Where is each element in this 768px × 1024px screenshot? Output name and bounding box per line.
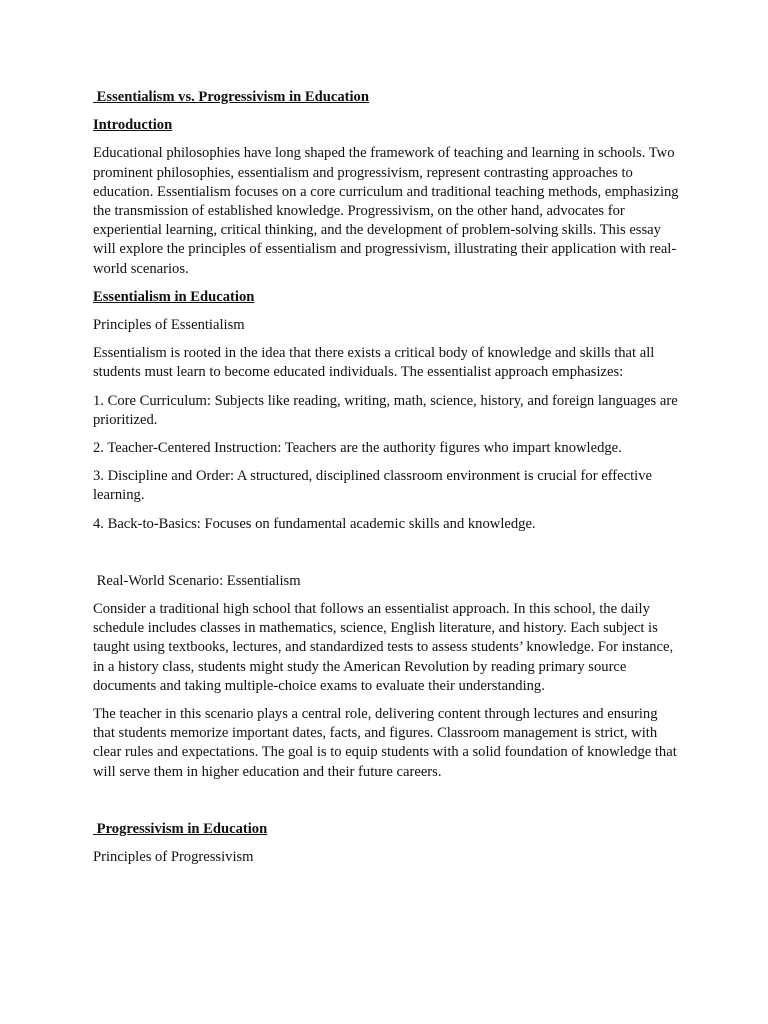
essentialism-principles-intro: Essentialism is rooted in the idea that there exists a critical body of knowledge and skills that all students must learn to become educated individuals. The essentialist approach emphasizes: [93,345,655,381]
intro-heading: Introduction [93,117,173,134]
progressivism-heading: Progressivism in Education [96,820,268,837]
list-item: 2. Teacher-Centered Instruction: Teachers are the authority figures who impart knowledge. [93,440,622,457]
list-item: 3. Discipline and Order: A structured, disciplined classroom environment is crucial for effective learning. [93,468,652,504]
essentialism-scenario-paragraph-1: Consider a traditional high school that follows an essentialist approach. In this school, the daily schedule includes classes in mathematics, science, English literature, and history. Each subject is taught using textbooks, lectures, and standardized tests to assess students’ knowledge. For instance, in a history class, students might study the American Revolution by reading primary source documents and taking multiple-choice exams to evaluate their understanding. [93,601,674,694]
essentialism-scenario-paragraph-2: The teacher in this scenario plays a central role, delivering content through lectures and ensuring that students memorize important dates, facts, and figures. Classroom management is strict, with clear rules and expectations. The goal is to equip students with a solid foundation of knowledge that will serve them in higher education and their future careers. [93,706,677,780]
progressivism-principles-label: Principles of Progressivism [93,849,254,866]
document-page [93,88,683,867]
essentialism-heading: Essentialism in Education [93,288,255,305]
essentialism-principles-label: Principles of Essentialism [93,317,245,334]
intro-paragraph: Educational philosophies have long shaped the framework of teaching and learning in schools. Two prominent philosophies, essentialism and progressivism, represent contrasting approaches to education. Essentialism focuses on a core curriculum and traditional teaching methods, emphasizing the transmission of established knowledge. Progressivism, on the other hand, advocates for experiential learning, critical thinking, and the development of problem-solving skills. This essay will explore the principles of essentialism and progressivism, illustrating their application with real-world scenarios. [93,145,679,277]
list-item: 4. Back-to-Basics: Focuses on fundamental academic skills and knowledge. [93,515,536,532]
essentialism-scenario-label: Real-World Scenario: Essentialism [96,572,301,589]
list-item: 1. Core Curriculum: Subjects like reading, writing, math, science, history, and foreign languages are prioritized. [93,392,678,428]
document-title: Essentialism vs. Progressivism in Education [96,89,369,105]
